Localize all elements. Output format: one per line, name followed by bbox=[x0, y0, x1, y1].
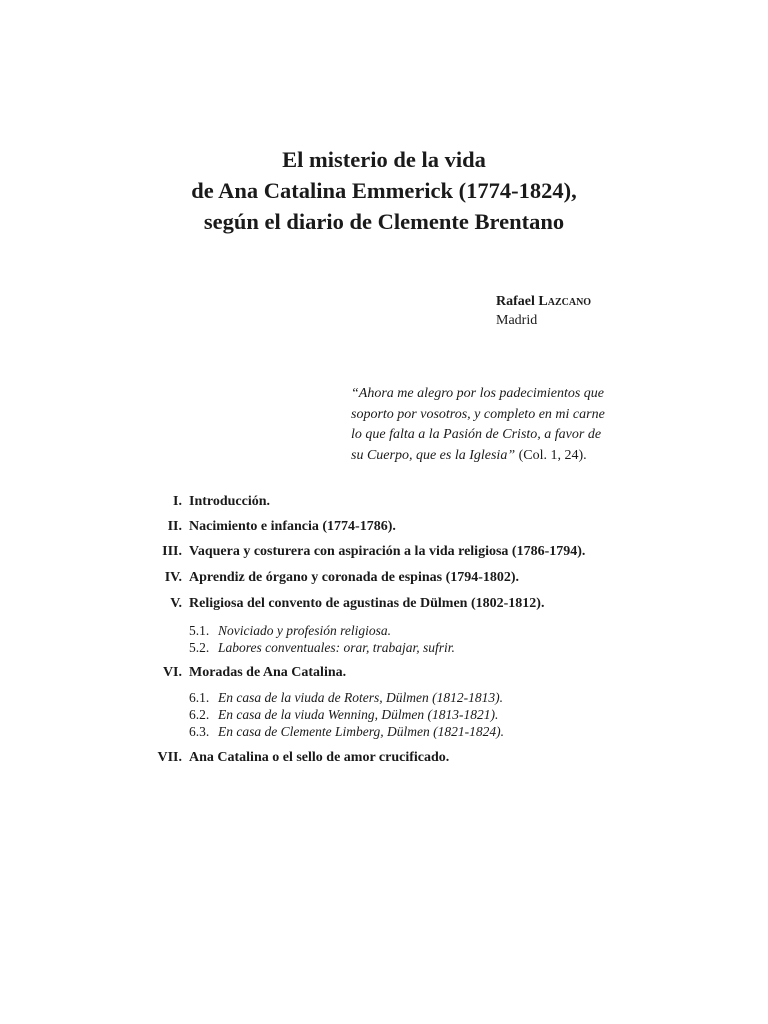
epigraph-reference: (Col. 1, 24). bbox=[515, 447, 587, 463]
epigraph-line-1: “Ahora me alegro por los padecimientos que bbox=[351, 386, 605, 401]
toc-section-title: Vaquera y costurera con aspiración a la vida religiosa (1786-1794). bbox=[189, 544, 586, 559]
title-line-2: de Ana Catalina Emmerick (1774-1824), bbox=[191, 178, 577, 203]
toc-subsection-number: 6.2. bbox=[189, 707, 210, 722]
epigraph-line-4: su Cuerpo, que es la Iglesia” (Col. 1, 24). bbox=[351, 447, 587, 463]
toc-section-title: Nacimiento e infancia (1774-1786). bbox=[189, 519, 396, 534]
toc-section-title: Ana Catalina o el sello de amor crucificado. bbox=[189, 750, 450, 765]
toc-section-title: Religiosa del convento de agustinas de Dülmen (1802-1812). bbox=[189, 596, 545, 611]
toc-subsection-number: 5.2. bbox=[189, 640, 210, 655]
toc-section-title: Aprendiz de órgano y coronada de espinas (1794-1802). bbox=[189, 570, 520, 585]
author-surname: Lazcano bbox=[538, 294, 592, 309]
document-title bbox=[0, 144, 768, 237]
title-line-3: según el diario de Clemente Brentano bbox=[203, 209, 565, 234]
toc-section-number: V. bbox=[170, 596, 182, 611]
toc-subsection-title: En casa de Clemente Limberg, Dülmen (1821-1824). bbox=[218, 724, 504, 739]
epigraph-line-2: soporto por vosotros, y completo en mi carne bbox=[351, 406, 605, 422]
toc-subsection-5-2 bbox=[189, 640, 455, 660]
toc-section-number: III. bbox=[162, 544, 182, 559]
toc-section-number: VI. bbox=[162, 665, 182, 680]
author-first-name: Rafael bbox=[496, 294, 535, 309]
toc-subsection-number: 6.1. bbox=[189, 690, 210, 705]
toc-section-number: I. bbox=[173, 494, 182, 509]
toc-subsection-title: En casa de la viuda Wenning, Dülmen (1813-1821). bbox=[218, 707, 499, 722]
toc-section-number: IV. bbox=[164, 570, 182, 585]
epigraph-line-3: lo que falta a la Pasión de Cristo, a favor de bbox=[351, 427, 602, 442]
toc-subsection-title: En casa de la viuda de Roters, Dülmen (1812-1813). bbox=[218, 690, 503, 705]
toc-section-number: VII. bbox=[157, 750, 182, 765]
toc-subsection-number: 6.3. bbox=[189, 724, 210, 739]
toc-subsection-6-3 bbox=[189, 724, 504, 744]
author-block bbox=[496, 292, 591, 330]
toc-section-number: II. bbox=[167, 519, 182, 534]
toc-section-title: Introducción. bbox=[189, 494, 271, 509]
title-line-1: El misterio de la vida bbox=[282, 147, 486, 172]
toc-section-title: Moradas de Ana Catalina. bbox=[189, 665, 347, 680]
author-name bbox=[496, 292, 591, 311]
toc-subsection-number: 5.1. bbox=[189, 623, 210, 638]
toc-subsection-title: Labores conventuales: orar, trabajar, sufrir. bbox=[218, 640, 455, 655]
toc-subsection-title: Noviciado y profesión religiosa. bbox=[218, 623, 391, 638]
epigraph bbox=[351, 384, 651, 466]
author-city: Madrid bbox=[496, 313, 538, 328]
